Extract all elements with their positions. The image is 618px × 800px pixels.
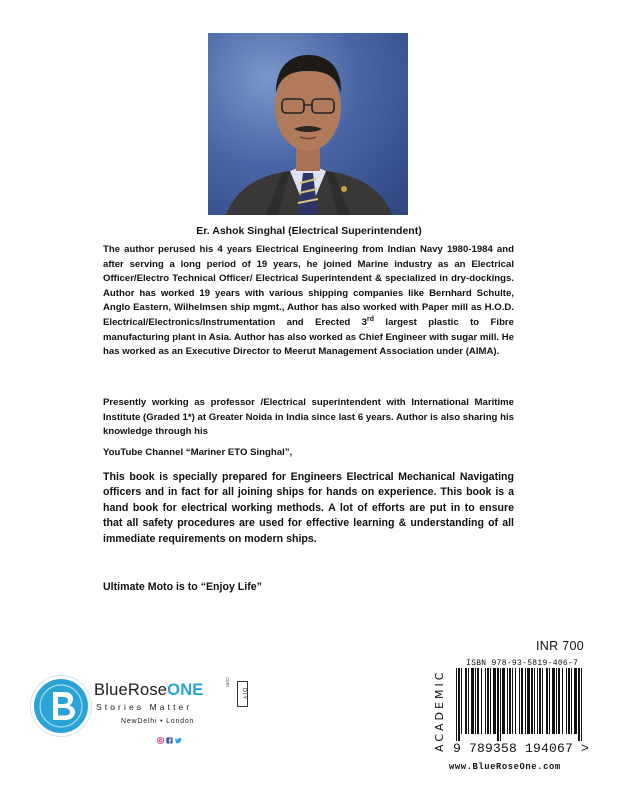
barcode-bar <box>578 668 580 741</box>
barcode-bar <box>485 668 486 734</box>
publisher-name-part-1: BlueRose <box>94 681 168 699</box>
barcode-bar <box>493 668 496 734</box>
barcode-bar <box>490 668 491 734</box>
bluerose-b-logo-icon <box>30 675 92 737</box>
barcode-bar <box>556 668 557 734</box>
publisher-website: www.BlueRoseOne.com <box>449 762 561 772</box>
barcode-bar <box>456 668 457 741</box>
youtube-channel-line: YouTube Channel “Mariner ETO Singhal”, <box>103 447 293 458</box>
barcode-bar <box>465 668 467 734</box>
barcode-bar <box>549 668 550 734</box>
diy-badge: DIY <box>237 681 248 707</box>
author-photo <box>208 33 408 215</box>
isbn-digits: 9 789358 194067 > <box>453 741 590 756</box>
barcode-bar <box>534 668 535 734</box>
publisher-cities: NewDelhi • London <box>121 718 195 725</box>
barcode-bar <box>542 668 543 734</box>
book-category: ACADEMIC <box>433 669 446 752</box>
barcode-bar <box>571 668 572 734</box>
author-bio-paragraph-1 <box>103 243 514 360</box>
barcode-bar <box>512 668 513 734</box>
barcode-bar <box>468 668 469 734</box>
barcode-bar <box>537 668 538 734</box>
motto-line: Ultimate Moto is to “Enjoy Life” <box>103 581 262 593</box>
bio-text-part-2: largest plastic to Fibre manufacturing plant in Asia. Author has also worked as Chief Engineer with sugar mill. He has worked as an Executive Director to Meerut Management Association under (AIMA). <box>103 316 514 358</box>
barcode-bar <box>461 668 462 734</box>
barcode-bar <box>521 668 523 734</box>
bio-ordinal-suffix: rd <box>367 315 375 323</box>
isbn-label: ISBN 978-93-5819-406-7 <box>466 659 579 668</box>
isbn-barcode <box>456 668 582 741</box>
barcode-bar <box>509 668 511 734</box>
barcode-bar <box>581 668 582 741</box>
barcode-bar <box>568 668 570 734</box>
barcode-bar <box>458 668 460 741</box>
barcode-bar <box>539 668 541 734</box>
barcode-bar <box>515 668 516 734</box>
barcode-bar <box>519 668 520 734</box>
publisher-name-part-2: ONE <box>167 681 204 699</box>
bio-text-part-1: The author perused his 4 years Electrical Engineering from Indian Navy 1980-1984 and after serving a long period of 19 years, he joined Marine industry as an Electrical Officer/Electro Technical Officer/ Electrical Superintendent & specialized in dry-dockings. Author has worked 19 years with various shipping companies like Bernhard Schulte, Anglo Eastern, Wilhelmsen ship mgmt., Author has also worked with Paper mill as H.O.D. Electrical/Electronics/Instrumentation and Erected 3 <box>103 244 514 328</box>
barcode-bar <box>475 668 476 734</box>
publisher-dotcom: .com <box>224 676 230 687</box>
barcode-bar <box>481 668 482 734</box>
barcode-bar <box>471 668 474 734</box>
barcode-bar <box>527 668 530 734</box>
publisher-name <box>94 681 204 700</box>
barcode-bar <box>487 668 489 734</box>
barcode-bar <box>502 668 505 734</box>
barcode-bar <box>546 668 548 734</box>
twitter-icon <box>175 731 182 749</box>
price-label: INR 700 <box>536 639 584 653</box>
facebook-icon <box>166 731 173 749</box>
barcode-bar <box>500 668 501 741</box>
barcode-bar <box>566 668 567 734</box>
instagram-icon <box>157 731 164 749</box>
author-bio-paragraph-2: Presently working as professor /Electrical superintendent with International Maritime Institute (Graded 1*) at Greater Noida in India since last 6 years. Author is also sharing his knowledge through his <box>103 397 514 438</box>
barcode-bar <box>507 668 508 734</box>
barcode-bar <box>525 668 526 734</box>
barcode-bar <box>552 668 555 734</box>
barcode-bar <box>497 668 499 741</box>
author-portrait-illustration <box>208 33 408 215</box>
barcode-bar <box>558 668 560 734</box>
publisher-tagline: Stories Matter <box>96 702 193 712</box>
barcode-bar <box>574 668 577 734</box>
barcode-bar <box>531 668 533 734</box>
barcode-bar <box>477 668 479 734</box>
logo-graphic <box>31 676 91 736</box>
book-description: This book is specially prepared for Engineers Electrical Mechanical Navigating officers and in fact for all joining ships for hands on experience. This book is a hand book for electrical working methods. A lot of efforts are put in to ensure that all safety procedures are used for effective learning & understanding of all immediate requirements on modern ships. <box>103 471 514 545</box>
barcode-bar <box>562 668 563 734</box>
author-caption: Er. Ashok Singhal (Electrical Superintendent) <box>196 225 422 237</box>
social-icons <box>157 731 182 749</box>
